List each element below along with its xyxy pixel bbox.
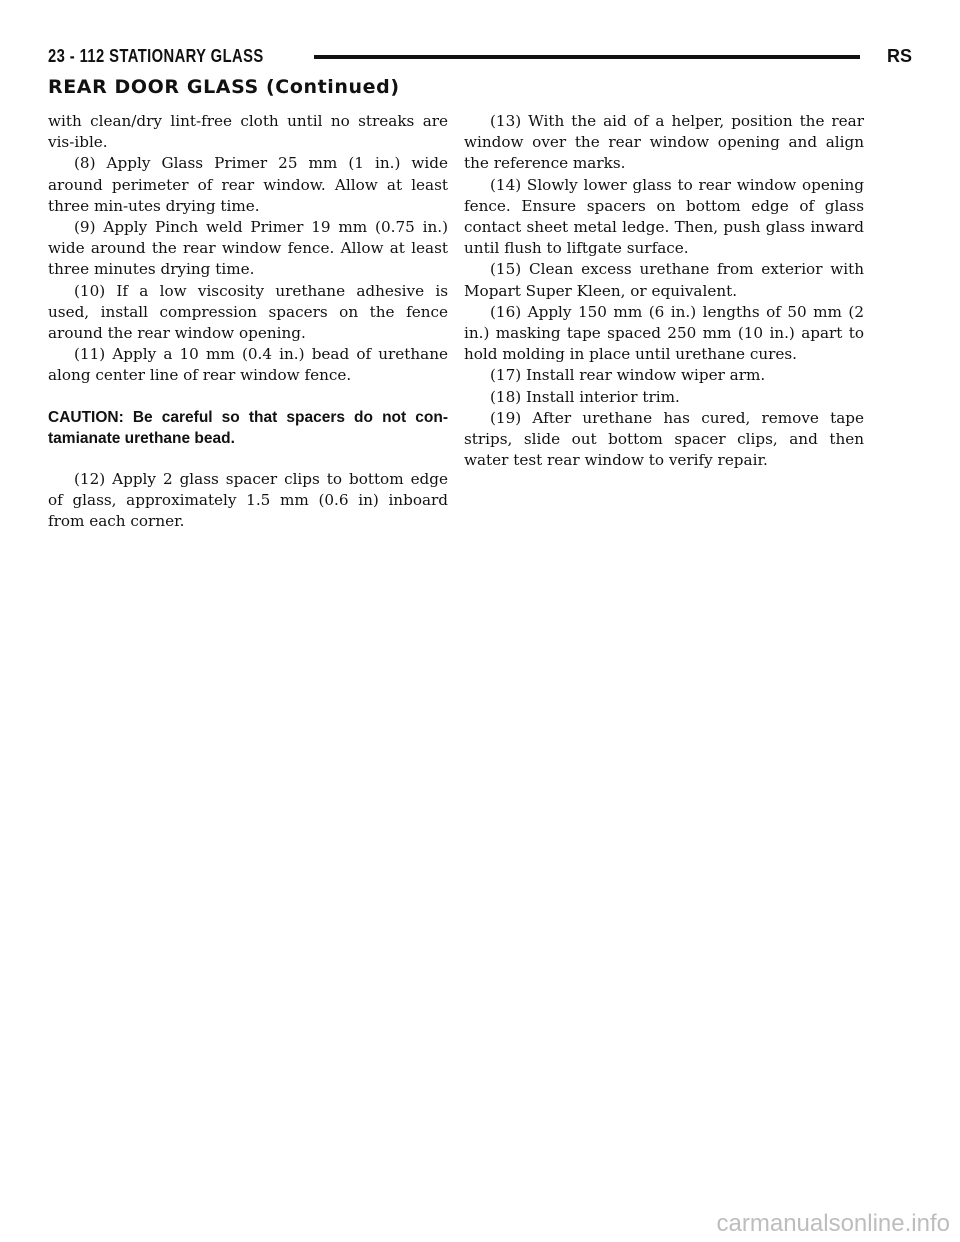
- step-16: (16) Apply 150 mm (6 in.) lengths of 50 mm (2 in.) masking tape spaced 250 mm (10 in.) apart to hold molding in place until urethane cures.: [464, 302, 864, 364]
- step-8: (8) Apply Glass Primer 25 mm (1 in.) wide around perimeter of rear window. Allow at least three min-utes drying time.: [48, 154, 448, 215]
- step-9: (9) Apply Pinch weld Primer 19 mm (0.75 in.) wide around the rear window fence. Allow at least three minutes drying time.: [48, 218, 448, 279]
- page-header: [48, 46, 912, 76]
- step-10: (10) If a low viscosity urethane adhesive is used, install compression spacers on the fence around the rear window opening.: [48, 281, 448, 343]
- step-11: (11) Apply a 10 mm (0.4 in.) bead of urethane along center line of rear window fence.: [48, 345, 448, 385]
- page-section-label: 23 - 112 STATIONARY GLASS: [48, 46, 264, 66]
- watermark: carmanualsonline.info: [716, 1210, 950, 1237]
- step-15: (15) Clean excess urethane from exterior with Mopart Super Kleen, or equivalent.: [464, 260, 864, 300]
- header-rule: [314, 55, 860, 59]
- step-13: (13) With the aid of a helper, position the rear window over the rear window opening and align the reference marks.: [464, 112, 864, 173]
- step-19: (19) After urethane has cured, remove tape strips, slide out bottom spacer clips, and then water test rear window to verify repair.: [464, 408, 864, 470]
- step-17: (17) Install rear window wiper arm.: [490, 366, 766, 385]
- section-title: REAR DOOR GLASS (Continued): [48, 76, 400, 98]
- step-12: (12) Apply 2 glass spacer clips to bottom edge of glass, approximately 1.5 mm (0.6 in) inboard from each corner.: [48, 469, 448, 531]
- left-column: [48, 111, 448, 532]
- model-code: RS: [886, 46, 912, 66]
- caution-note: CAUTION: Be careful so that spacers do not con-tamianate urethane bead.: [48, 408, 448, 447]
- step-14: (14) Slowly lower glass to rear window opening fence. Ensure spacers on bottom edge of glass contact sheet metal ledge. Then, push glass inward until flush to liftgate surface.: [464, 175, 864, 258]
- paragraph-continued: with clean/dry lint-free cloth until no streaks are vis-ible.: [48, 112, 448, 152]
- right-column: [464, 111, 864, 471]
- step-18: (18) Install interior trim.: [490, 387, 680, 406]
